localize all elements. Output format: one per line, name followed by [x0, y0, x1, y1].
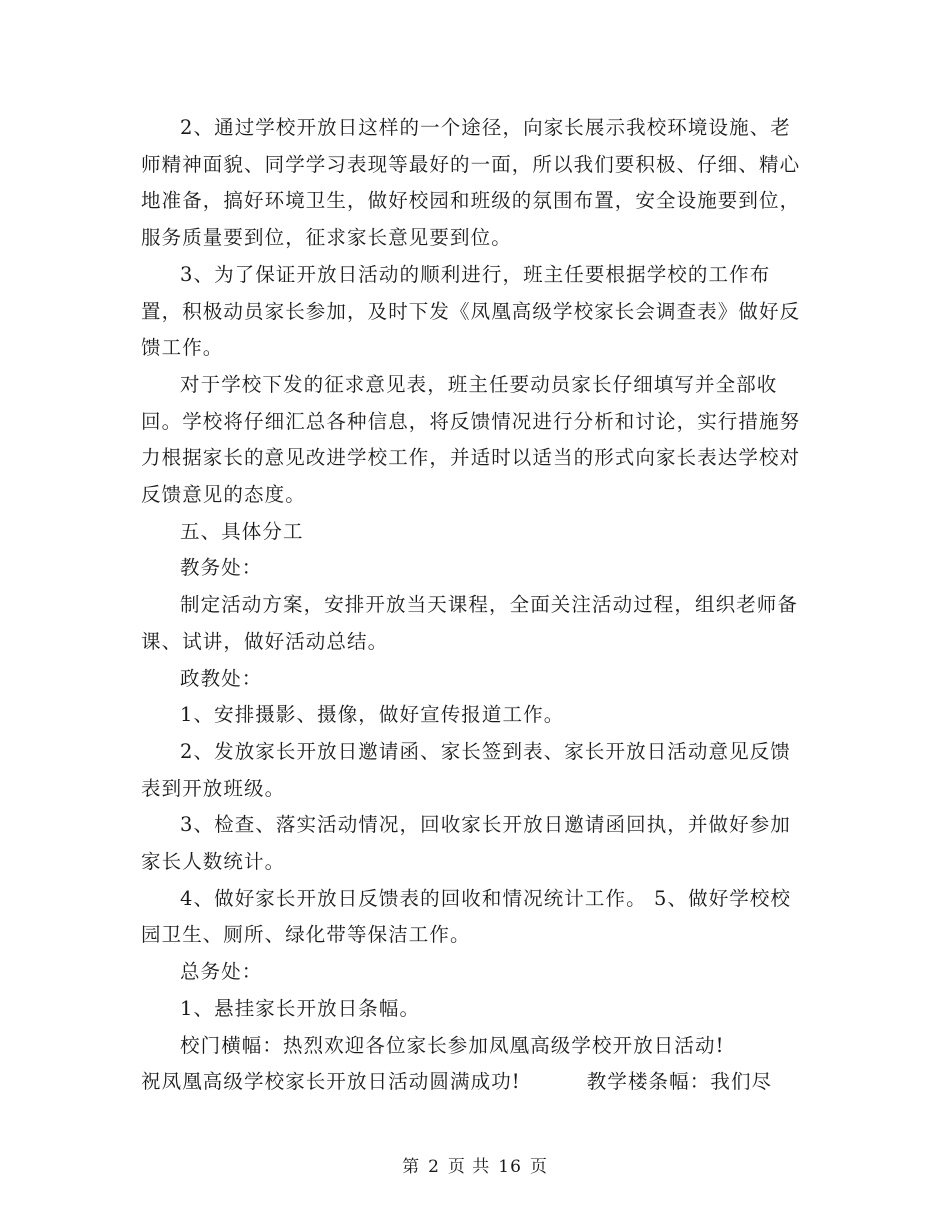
dept-heading-academic-affairs: 教务处： — [180, 556, 263, 580]
document-body — [141, 110, 809, 1101]
footer-middle: 页 共 — [447, 1157, 491, 1177]
banner-school-gate: 校门横幅：热烈欢迎各位家长参加凤凰高级学校开放日活动! — [180, 1033, 725, 1057]
section-heading-division-of-labor: 五、具体分工 — [180, 519, 304, 543]
list-item-banners: 1、悬挂家长开放日条幅。 — [180, 996, 421, 1020]
page-number-total: 16 — [498, 1157, 522, 1177]
list-item-feedback-and-cleaning: 4、做好家长开放日反馈表的回收和情况统计工作。 5、做好学校校园卫生、厕所、绿化带等保洁工作。 — [141, 886, 792, 947]
banner-teaching-building: 教学楼条幅：我们尽 — [586, 1070, 773, 1094]
banner-line — [141, 1064, 809, 1101]
list-item-photography: 1、安排摄影、摄像，做好宣传报道工作。 — [180, 703, 565, 727]
page-number-current: 2 — [428, 1157, 440, 1177]
footer-suffix: 页 — [529, 1157, 548, 1177]
paragraph-academic-affairs-duties: 制定活动方案，安排开放当天课程，全面关注活动过程，组织老师备课、试讲，做好活动总结。 — [141, 593, 799, 653]
page-footer — [0, 1152, 950, 1177]
list-item-invitations: 2、发放家长开放日邀请函、家长签到表、家长开放日活动意见反馈表到开放班级。 — [141, 739, 791, 800]
footer-prefix: 第 — [402, 1157, 421, 1177]
paragraph-item3: 3、为了保证开放日活动的顺利进行，班主任要根据学校的工作布置，积极动员家长参加，及时下发《凤凰高级学校家长会调查表》做好反馈工作。 — [141, 262, 801, 360]
banner-success-text: 祝凤凰高级学校家长开放日活动圆满成功! — [141, 1070, 521, 1094]
dept-heading-political-education: 政教处： — [180, 666, 263, 690]
paragraph-item2: 2、通过学校开放日这样的一个途径，向家长展示我校环境设施、老师精神面貌、同学学习表现等最好的一面，所以我们要积极、仔细、精心地准备，搞好环境卫生，做好校园和班级的氛围布置，安全设施要到位，服务质量要到位，征求家长意见要到位。 — [141, 116, 801, 250]
paragraph-feedback: 对于学校下发的征求意见表，班主任要动员家长仔细填写并全部收回。学校将仔细汇总各种信息，将反馈情况进行分析和讨论，实行措施努力根据家长的意见改进学校工作，并适时以适当的形式向家长表达学校对反馈意见的态度。 — [141, 372, 801, 507]
dept-heading-general-affairs: 总务处： — [180, 960, 263, 984]
list-item-inspection: 3、检查、落实活动情况，回收家长开放日邀请函回执，并做好参加家长人数统计。 — [141, 813, 791, 874]
